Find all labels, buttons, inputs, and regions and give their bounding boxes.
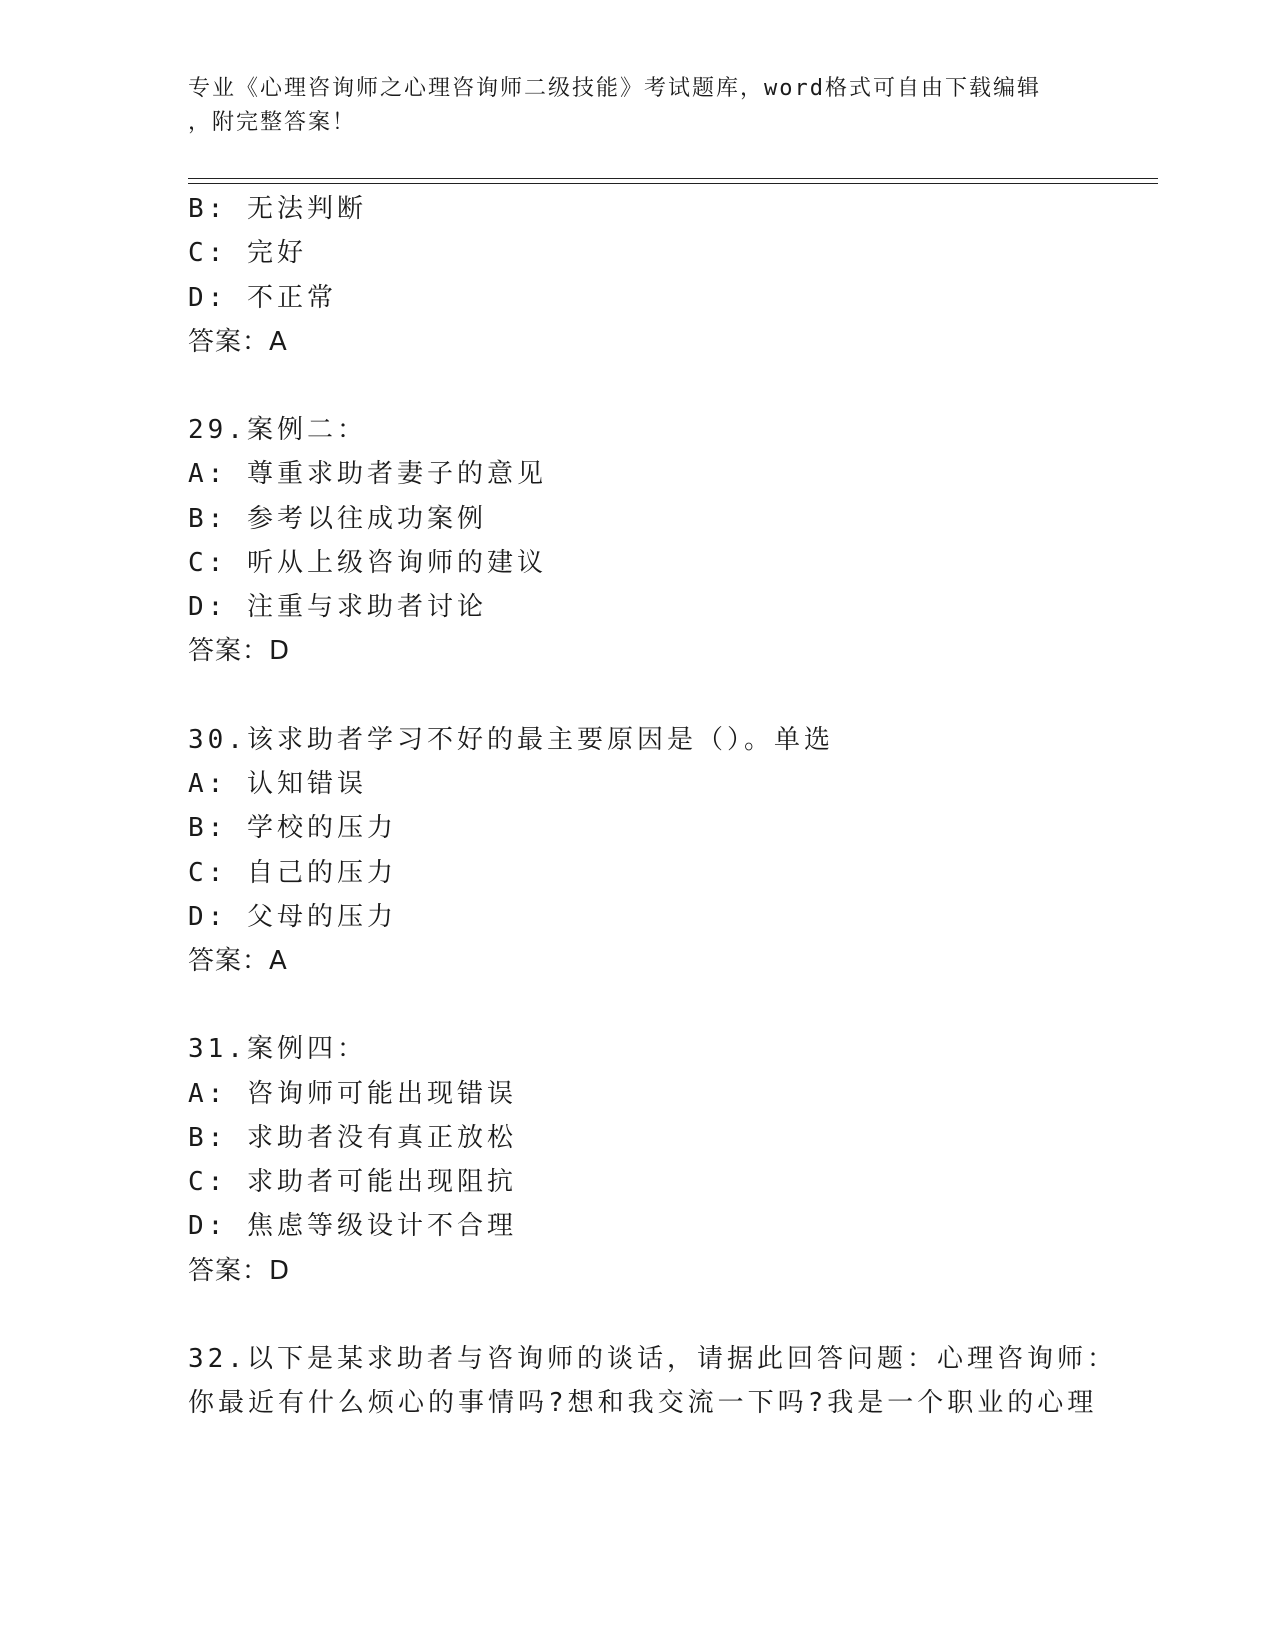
q29-option-a: A: 尊重求助者妻子的意见 [188,459,547,489]
q30-answer: 答案：A [188,946,288,976]
q31-option-d: D: 焦虑等级设计不合理 [188,1211,517,1241]
q29-option-c: C: 听从上级咨询师的建议 [188,548,547,578]
q30-option-d: D: 父母的压力 [188,902,397,932]
q32-text-line-1: 32.以下是某求助者与咨询师的谈话，请据此回答问题：心理咨询师： [188,1344,1117,1374]
q29-option-b: B: 参考以往成功案例 [188,504,487,534]
q31-answer: 答案：D [188,1256,291,1286]
q31-option-b: B: 求助者没有真正放松 [188,1123,517,1153]
q31-title: 31.案例四： [188,1034,367,1064]
q31-option-c: C: 求助者可能出现阻抗 [188,1167,517,1197]
header-line-1: 专业《心理咨询师之心理咨询师二级技能》考试题库，word格式可自由下载编辑 [188,76,1041,101]
header-divider-top [188,178,1158,179]
q28-option-c: C: 完好 [188,238,307,268]
q30-option-c: C: 自己的压力 [188,858,397,888]
header-line-2: ，附完整答案！ [188,110,357,135]
q32-text-line-2: 你最近有什么烦心的事情吗?想和我交流一下吗?我是一个职业的心理 [188,1388,1098,1418]
q29-answer: 答案：D [188,636,291,666]
q30-option-a: A: 认知错误 [188,769,367,799]
document-header [188,72,1068,140]
q30-option-b: B: 学校的压力 [188,813,397,843]
q28-answer: 答案：A [188,327,288,357]
q28-option-d: D: 不正常 [188,283,337,313]
q28-option-b: B: 无法判断 [188,194,367,224]
q29-title: 29.案例二： [188,415,367,445]
q29-option-d: D: 注重与求助者讨论 [188,592,487,622]
q31-option-a: A: 咨询师可能出现错误 [188,1079,517,1109]
q30-title: 30.该求助者学习不好的最主要原因是（）。单选 [188,725,834,755]
header-divider-bottom [188,183,1158,184]
